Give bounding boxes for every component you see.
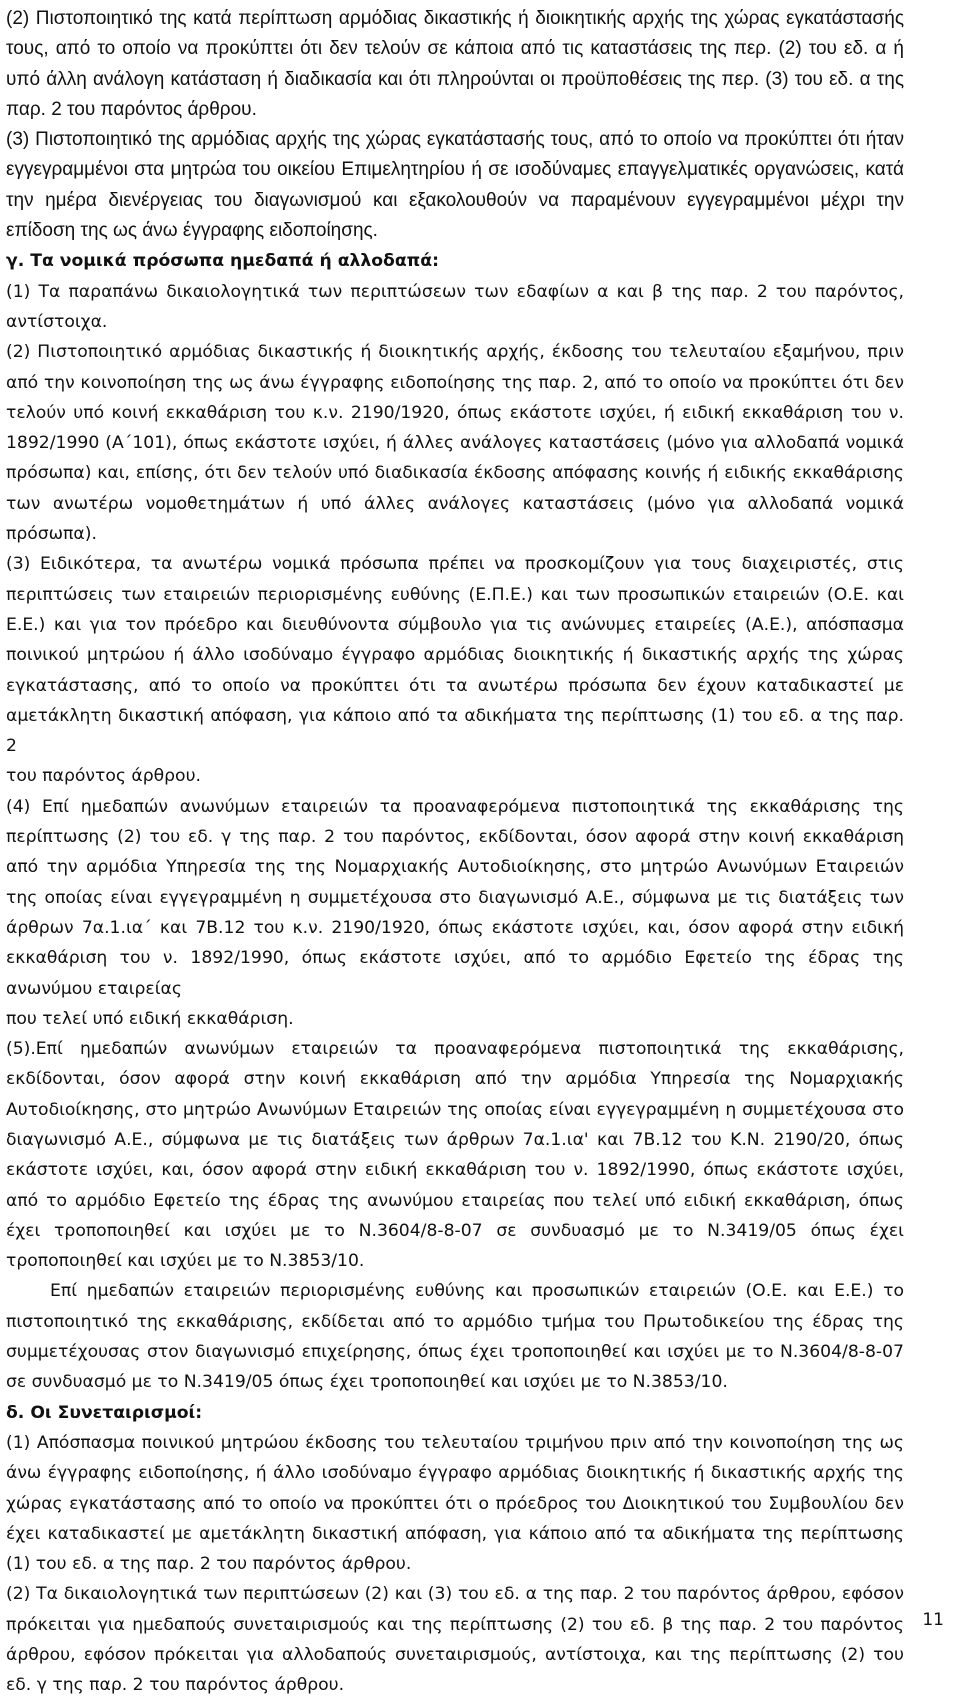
- paragraph-coop-1: (1) Απόσπασμα ποινικού μητρώου έκδοσης του τελευταίου τριμήνου πριν από την κοινοποίηση της ως άνω έγγραφης ειδοποίησης, ή άλλο ισοδύναμο έγγραφο αρμόδιας διοικητικής ή δικαστικής αρχής της χώρας εγκατάστασης από το οποίο να προκύπτει ότι ο πρόεδρος του Διοικητικού του Συμβουλίου δεν έχει καταδικαστεί με αμετάκλητη δικαστική απόφαση, για κάποιο από τα αδικήματα της περίπτωσης (1) του εδ. α της παρ. 2 του παρόντος άρθρου.: [6, 1432, 904, 1575]
- section-heading-legal-persons: γ. Τα νομικά πρόσωπα ημεδαπά ή αλλοδαπά:: [6, 251, 439, 272]
- paragraph-cert-authority: (2) Πιστοποιητικό της κατά περίπτωση αρμόδιας δικαστικής ή διοικητικής αρχής της χώρας εγκατάστασής τους, από το οποίο να προκύπτει ότι δεν τελούν σε κάποια από τις καταστάσεις της περ. (2) του εδ. α ή υπό άλλη ανάλογη κατάσταση ή διαδικασία και ότι πληρούνται οι προϋποθέσεις της περ. (3) του εδ. α της παρ. 2 του παρόντος άρθρου.: [6, 8, 904, 120]
- paragraph-legal-4-end: που τελεί υπό ειδική εκκαθάριση.: [6, 1008, 294, 1029]
- paragraph-legal-3-end: του παρόντος άρθρου.: [6, 766, 201, 787]
- paragraph-legal-1: (1) Τα παραπάνω δικαιολογητικά των περιπτώσεων των εδαφίων α και β της παρ. 2 του παρόντος, αντίστοιχα.: [6, 281, 904, 332]
- paragraph-limited-liability: Επί ημεδαπών εταιρειών περιορισμένης ευθύνης και προσωπικών εταιρειών (Ο.Ε. και Ε.Ε.) το πιστοποιητικό της εκκαθάρισης, εκδίδεται από το αρμόδιο τμήμα του Πρωτοδικείου της έδρας της συμμετέχουσας στον διαγωνισμό επιχείρησης, όπως έχει τροποποιηθεί και ισχύει με το Ν.3604/8-8-07 σε συνδυασμό με το Ν.3419/05 όπως έχει τροποποιηθεί και ισχύει με το Ν.3853/10.: [6, 1281, 904, 1393]
- document-body: [6, 4, 904, 1701]
- page-number: 11: [922, 1610, 944, 1630]
- paragraph-legal-3: (3) Ειδικότερα, τα ανωτέρω νομικά πρόσωπα πρέπει να προσκομίζουν για τους διαχειριστές, στις περιπτώσεις των εταιρειών περιορισμένης ευθύνης (Ε.Π.Ε.) και των προσωπικών εταιρειών (Ο.Ε. και Ε.Ε.) και για τον πρόεδρο και διευθύνοντα σύμβουλο για τις ανώνυμες εταιρείες (Α.Ε.), απόσπασμα ποινικού μητρώου ή άλλο ισοδύναμο έγγραφο αρμόδιας διοικητικής ή δικαστικής αρχής της χώρας εγκατάστασης, από το οποίο να προκύπτει ότι τα ανωτέρω πρόσωπα δεν έχουν καταδικαστεί με αμετάκλητη δικαστική απόφαση, για κάποιο από τα αδικήματα της περίπτωσης (1) του εδ. α της παρ. 2: [6, 554, 904, 757]
- paragraph-legal-5: (5).Επί ημεδαπών ανωνύμων εταιρειών τα προαναφερόμενα πιστοποιητικά της εκκαθάρισης, εκδίδονται, όσον αφορά στην κοινή εκκαθάριση από την αρμόδια Υπηρεσία της Νομαρχιακής Αυτοδιοίκησης, στο μητρώο Ανωνύμων Εταιρειών της οποίας είναι εγγεγραμμένη η συμμετέχουσα στο διαγωνισμό Α.Ε., σύμφωνα με τις διατάξεις των άρθρων 7α.1.ια' και 7Β.12 του Κ.Ν. 2190/20, όπως εκάστοτε ισχύει, και, όσον αφορά στην ειδική εκκαθάριση του ν. 1892/1990, όπως εκάστοτε ισχύει, από το αρμόδιο Εφετείο της έδρας της ανωνύμου εταιρείας που τελεί υπό ειδική εκκαθάριση, όπως έχει τροποποιηθεί και ισχύει με το Ν.3604/8-8-07 σε συνδυασμό με το Ν.3419/05 όπως έχει τροποποιηθεί και ισχύει με το Ν.3853/10.: [6, 1039, 904, 1272]
- section-heading-cooperatives: δ. Οι Συνεταιρισμοί:: [6, 1402, 203, 1423]
- paragraph-legal-4: (4) Επί ημεδαπών ανωνύμων εταιρειών τα προαναφερόμενα πιστοποιητικά της εκκαθάρισης της περίπτωσης (2) του εδ. γ της παρ. 2 του παρόντος, εκδίδονται, όσον αφορά στην κοινή εκκαθάριση από την αρμόδια Υπηρεσία της της Νομαρχιακής Αυτοδιοίκησης, στο μητρώο Ανωνύμων Εταιρειών της οποίας είναι εγγεγραμμένη η συμμετέχουσα στο διαγωνισμό Α.Ε., σύμφωνα με τις διατάξεις των άρθρων 7α.1.ια΄ και 7Β.12 του κ.ν. 2190/1920, όπως εκάστοτε ισχύει, και, όσον αφορά στην ειδική εκκαθάριση του ν. 1892/1990, όπως εκάστοτε ισχύει, από το αρμόδιο Εφετείο της έδρας της ανωνύμου εταιρείας: [6, 796, 904, 999]
- paragraph-cert-chamber: (3) Πιστοποιητικό της αρμόδιας αρχής της χώρας εγκατάστασής τους, από το οποίο να προκύπτει ότι ήταν εγγεγραμμένοι στα μητρώα του οικείου Επιμελητηρίου ή σε ισοδύναμες επαγγελματικές οργανώσεις, κατά την ημέρα διενέργειας του διαγωνισμού και εξακολουθούν να παραμένουν εγγεγραμμένοι μέχρι την επίδοση της ως άνω έγγραφης ειδοποίησης.: [6, 129, 904, 242]
- paragraph-coop-2: (2) Τα δικαιολογητικά των περιπτώσεων (2) και (3) του εδ. α της παρ. 2 του παρόντος άρθρου, εφόσον πρόκειται για ημεδαπούς συνεταιρισμούς και της περίπτωσης (2) του εδ. β της παρ. 2 του παρόντος άρθρου, εφόσον πρόκειται για αλλοδαπούς συνεταιρισμούς, αντίστοιχα, και της περίπτωσης (2) του εδ. γ της παρ. 2 του παρόντος άρθρου.: [6, 1584, 904, 1696]
- paragraph-legal-2: (2) Πιστοποιητικό αρμόδιας δικαστικής ή διοικητικής αρχής, έκδοσης του τελευταίου εξαμήνου, πριν από την κοινοποίηση της ως άνω έγγραφης ειδοποίησης της παρ. 2, από το οποίο να προκύπτει ότι δεν τελούν υπό κοινή εκκαθάριση του κ.ν. 2190/1920, όπως εκάστοτε ισχύει, ή ειδική εκκαθάριση του ν. 1892/1990 (Α΄101), όπως εκάστοτε ισχύει, ή άλλες ανάλογες καταστάσεις (μόνο για αλλοδαπά νομικά πρόσωπα) και, επίσης, ότι δεν τελούν υπό διαδικασία έκδοσης απόφασης κοινής ή ειδικής εκκαθάρισης των ανωτέρω νομοθετημάτων ή υπό άλλες ανάλογες καταστάσεις (μόνο για αλλοδαπά νομικά πρόσωπα).: [6, 342, 904, 545]
